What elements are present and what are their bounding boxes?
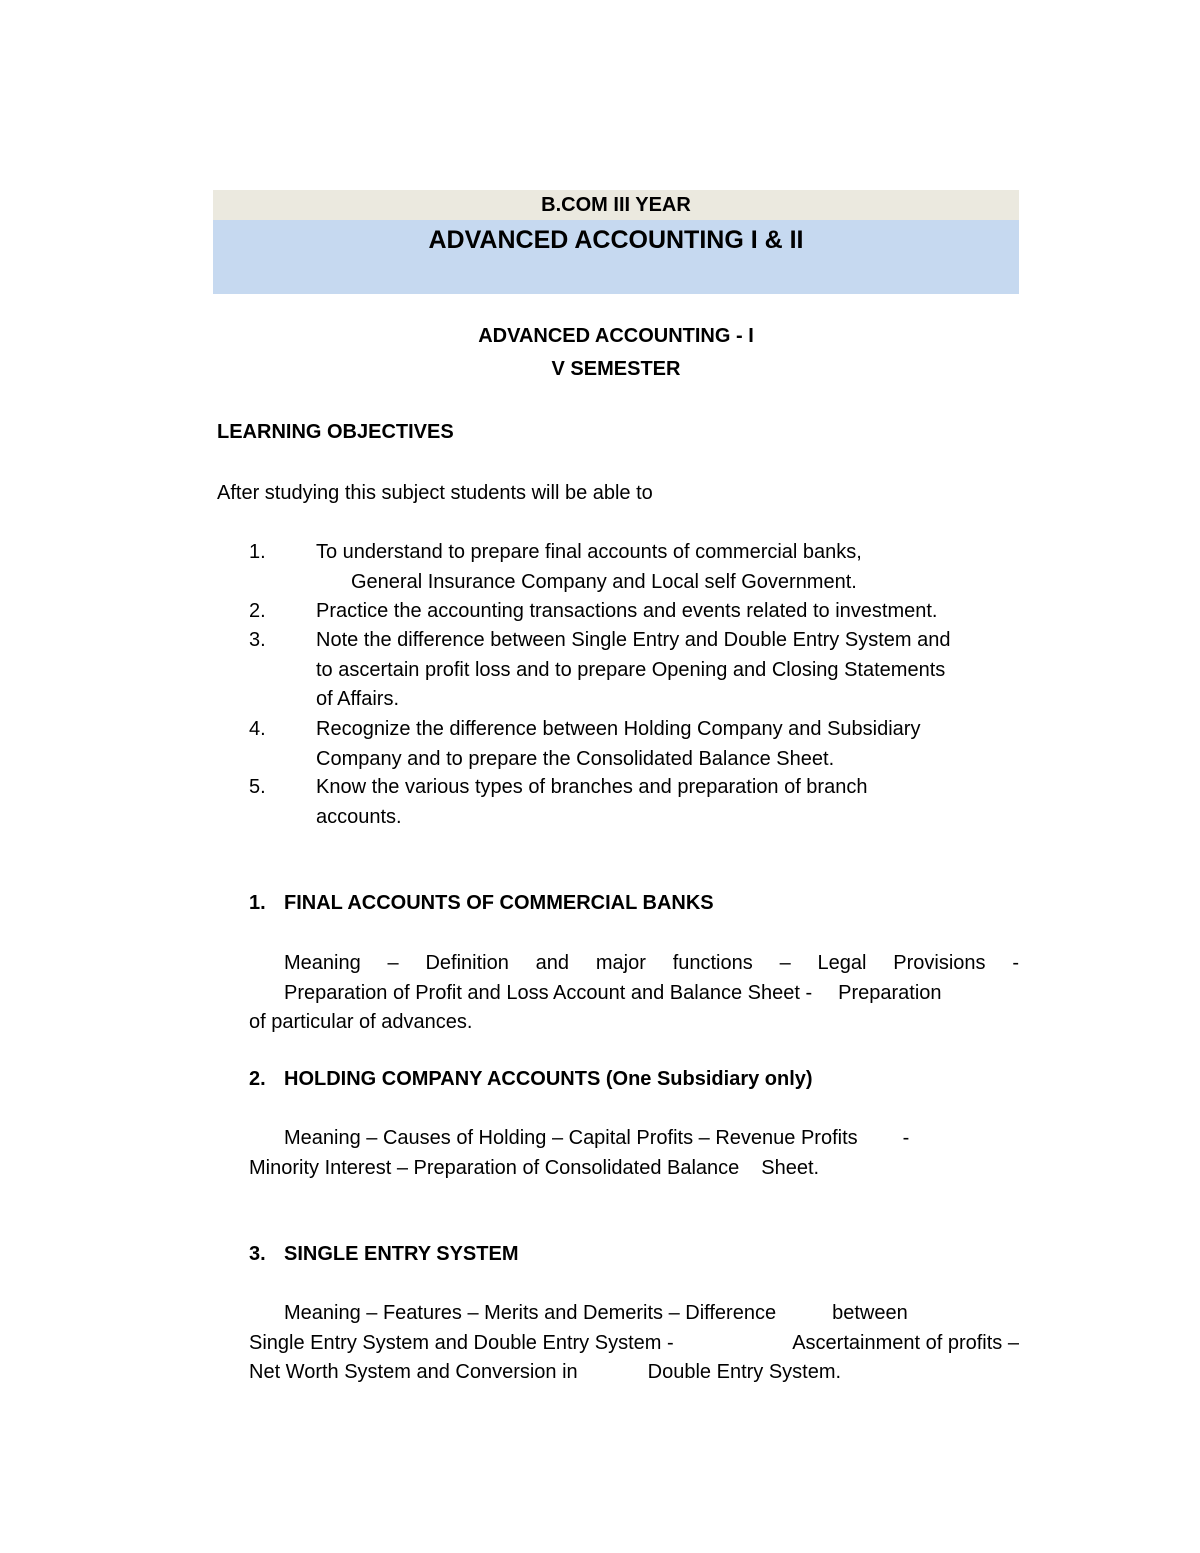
- objective-line: Note the difference between Single Entry and Double Entry System and: [316, 629, 951, 651]
- semester-label: V SEMESTER: [551, 358, 681, 380]
- word: Meaning: [284, 952, 361, 974]
- objective-line: To understand to prepare final accounts of commercial banks,: [316, 541, 862, 563]
- text-fragment: Minority Interest – Preparation of Consolidated Balance: [249, 1156, 740, 1179]
- text-fragment: Ascertainment of profits –: [792, 1331, 1019, 1354]
- objective-item-5: [249, 773, 1029, 832]
- section-number: 2.: [249, 1068, 266, 1090]
- section-line: [249, 1329, 1019, 1359]
- section-line: [249, 1154, 1019, 1184]
- word: functions: [672, 952, 753, 974]
- text-fragment: Meaning – Causes of Holding – Capital Profits – Revenue Profits: [284, 1127, 858, 1149]
- section-number: 3.: [249, 1243, 266, 1265]
- objective-item-1: [249, 538, 1029, 597]
- objective-number: 4.: [249, 718, 266, 740]
- objective-line: to ascertain profit loss and to prepare Opening and Closing Statements: [316, 658, 946, 681]
- word: Definition: [425, 952, 509, 974]
- text-fragment: between: [832, 1302, 908, 1324]
- section-line: [249, 1124, 1019, 1154]
- text-fragment: Sheet.: [761, 1156, 820, 1179]
- word: Provisions: [893, 952, 986, 974]
- objectives-heading: LEARNING OBJECTIVES: [217, 421, 454, 443]
- word: –: [387, 952, 399, 974]
- section-body-single-entry: [249, 1299, 1019, 1388]
- objective-line: Company and to prepare the Consolidated Balance Sheet.: [316, 747, 835, 770]
- section-number: 1.: [249, 892, 266, 914]
- text-fragment: -: [902, 1127, 910, 1149]
- course-year: B.COM III YEAR: [541, 194, 691, 216]
- objective-line: accounts.: [316, 805, 402, 828]
- section-title: SINGLE ENTRY SYSTEM: [284, 1243, 519, 1265]
- objective-line: General Insurance Company and Local self Government.: [351, 570, 857, 593]
- text-fragment: Preparation of Profit and Loss Account and Balance Sheet -: [284, 981, 813, 1004]
- objective-line: of Affairs.: [316, 688, 400, 710]
- word: -: [1012, 952, 1019, 974]
- text-fragment: Double Entry System.: [647, 1361, 842, 1383]
- objective-number: 1.: [249, 541, 266, 563]
- section-heading-banks: [249, 892, 714, 915]
- section-line: [249, 949, 1019, 979]
- word: and: [535, 952, 570, 974]
- section-body-holding: [249, 1124, 1019, 1183]
- objective-line: Know the various types of branches and preparation of branch: [316, 776, 868, 798]
- section-title: FINAL ACCOUNTS OF COMMERCIAL BANKS: [284, 892, 714, 914]
- text-fragment: Preparation: [838, 981, 942, 1004]
- objective-number: 3.: [249, 629, 266, 651]
- objective-number: 2.: [249, 600, 266, 622]
- word: –: [779, 952, 791, 974]
- objective-number: 5.: [249, 776, 266, 798]
- objective-item-3: [249, 626, 1029, 715]
- objective-line: Practice the accounting transactions and events related to investment.: [316, 600, 938, 622]
- word: major: [595, 952, 646, 974]
- section-line: [249, 979, 1019, 1009]
- course-year-banner: [213, 190, 1019, 220]
- section-title: HOLDING COMPANY ACCOUNTS (One Subsidiary only): [284, 1068, 813, 1090]
- course-title: ADVANCED ACCOUNTING I & II: [428, 226, 804, 254]
- word: Legal: [817, 952, 867, 974]
- section-heading-holding: [249, 1068, 813, 1091]
- text-fragment: Net Worth System and Conversion in: [249, 1361, 578, 1383]
- course-name: ADVANCED ACCOUNTING - I: [478, 325, 754, 347]
- section-line: [249, 1299, 1019, 1329]
- section-body-banks: [249, 949, 1019, 1038]
- objective-item-2: [249, 597, 1029, 627]
- text-fragment: Meaning – Features – Merits and Demerits – Difference: [284, 1302, 777, 1324]
- course-title-banner: [213, 220, 1019, 294]
- objectives-intro: After studying this subject students will be able to: [217, 482, 653, 504]
- section-line: [249, 1358, 1019, 1388]
- text-fragment: Single Entry System and Double Entry System -: [249, 1331, 674, 1354]
- objective-item-4: [249, 715, 1029, 774]
- section-heading-single-entry: [249, 1243, 518, 1266]
- objective-line: Recognize the difference between Holding Company and Subsidiary: [316, 718, 921, 740]
- section-line: of particular of advances.: [249, 1011, 473, 1033]
